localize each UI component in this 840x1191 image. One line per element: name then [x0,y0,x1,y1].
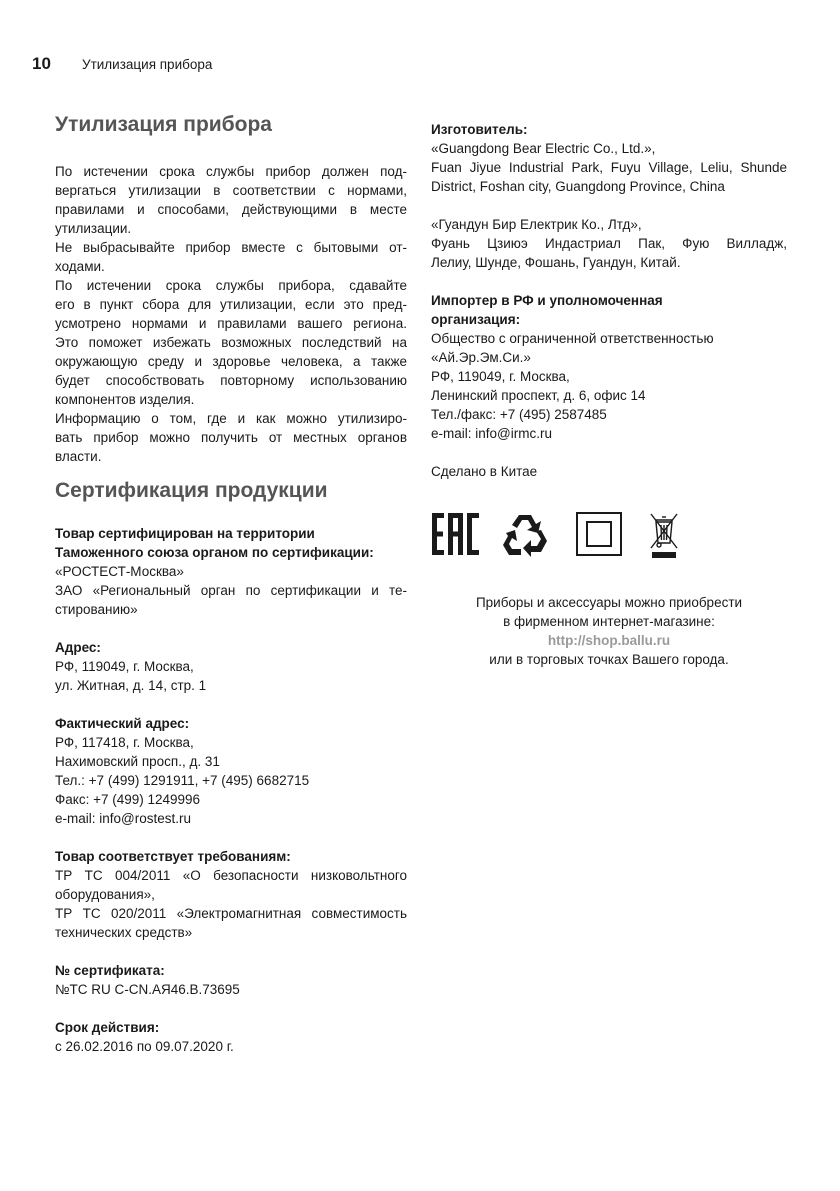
text-line: Тел./факс: +7 (495) 2587485 [431,407,607,422]
actual-address-heading: Фактический адрес: [55,716,190,731]
text-line: РФ, 119049, г. Москва, [55,659,194,674]
validity-block [55,1018,407,1056]
text-line: Информацию о том, где и как можно утилизиро- [55,411,407,426]
text-line: будет способствовать повторному использованию [55,373,407,388]
shop-info [431,593,787,669]
weee-crossed-bin-icon [647,511,681,561]
requirements-heading: Товар соответствует требованиям: [55,849,291,864]
running-header-title: Утилизация прибора [82,57,213,72]
text-line: оборудования», [55,887,155,902]
text-line: ТР ТС 020/2011 «Электромагнитная совместимость [55,906,407,921]
text-line: утилизации. [55,221,132,236]
text-line: вергаться утилизации в соответствии с нормами, [55,183,407,198]
text-line: власти. [55,449,102,464]
page-header [32,54,212,74]
text-line: Лелиу, Шунде, Фошань, Гуандун, Китай. [431,255,681,270]
certified-heading: Товар сертифицирован на территории [55,526,315,541]
shop-url-link[interactable]: http://shop.ballu.ru [547,633,671,648]
text-line: ЗАО «Региональный орган по сертификации и те- [55,583,407,598]
text-line: РФ, 119049, г. Москва, [431,369,570,384]
right-column [431,120,787,669]
text-line: его в пункт сбора для утилизации, если это пред- [55,297,407,312]
text-line: Нахимовский просп., д. 31 [55,754,220,769]
shop-text-line: Приборы и аксессуары можно приобрести [475,595,743,610]
left-column [55,112,407,1056]
text-line: РФ, 117418, г. Москва, [55,735,194,750]
text-line: Ленинский проспект, д. 6, офис 14 [431,388,646,403]
made-in-china: Сделано в Китае [431,464,538,479]
text-line: Не выбрасывайте прибор вместе с бытовыми от- [55,240,407,255]
shop-text-line: или в торговых точках Вашего города. [489,652,729,667]
certification-title: Сертификация продукции [55,479,328,502]
actual-address-block [55,714,407,828]
cert-number-heading: № сертификата: [55,963,165,978]
eac-mark-icon [431,511,481,557]
text-line: Fuan Jiyue Industrial Park, Fuyu Village, Leliu, Shunde [431,160,787,175]
disposal-text [55,162,407,466]
shop-text-line: в фирменном интернет-магазине: [503,614,715,629]
address-block [55,638,407,695]
text-line: правилами и способами, действующими в месте [55,202,407,217]
certified-heading: Таможенного союза органом по сертификации: [55,545,374,560]
cert-number-block [55,961,407,999]
text-line: District, Foshan city, Guangdong Province, China [431,179,725,194]
text-line: «РОСТЕСТ-Москва» [55,564,184,579]
cert-number: №ТС RU С-CN.АЯ46.В.73695 [55,982,240,997]
manufacturer-heading: Изготовитель: [431,122,528,137]
text-line: стированию» [55,602,138,617]
address-heading: Адрес: [55,640,101,655]
certified-block [55,524,407,619]
text-line: ТР ТС 004/2011 «О безопасности низковольтного [55,868,407,883]
text-line: «Guangdong Bear Electric Co., Ltd.», [431,141,656,156]
text-line: «Ай.Эр.Эм.Си.» [431,350,531,365]
importer-block [431,291,787,443]
recycle-icon [501,511,551,557]
text-line: ходами. [55,259,105,274]
disposal-title: Утилизация прибора [55,113,272,136]
text-line: Фуань Цзиюэ Индастриал Пак, Фую Вилладж, [431,236,787,251]
page-number: 10 [32,54,51,73]
text-line: вать прибор можно получить от местных органов [55,430,407,445]
text-line: e-mail: info@irmc.ru [431,426,552,441]
text-line: окружающую среду и здоровье человека, а также [55,354,407,369]
text-line: технических средств» [55,925,193,940]
text-line: По истечении срока службы прибор должен под- [55,164,407,179]
text-line: Факс: +7 (499) 1249996 [55,792,201,807]
certification-marks [431,511,787,559]
manufacturer-block [431,120,787,272]
text-line: По истечении срока службы прибора, сдавайте [55,278,407,293]
text-line: Общество с ограниченной ответственностью [431,331,714,346]
requirements-block [55,847,407,942]
text-line: «Гуандун Бир Електрик Ко., Лтд», [431,217,642,232]
importer-heading: Импортер в РФ и уполномоченная [431,293,663,308]
validity-dates: с 26.02.2016 по 09.07.2020 г. [55,1039,234,1054]
text-line: Тел.: +7 (499) 1291911, +7 (495) 6682715 [55,773,310,788]
validity-heading: Срок действия: [55,1020,160,1035]
importer-heading: организация: [431,312,521,327]
text-line: усмотрено нормами и правилами вашего региона. [55,316,407,331]
text-line: Это поможет избежать возможных последствий на [55,335,407,350]
text-line: ул. Житная, д. 14, стр. 1 [55,678,207,693]
text-line: компонентов изделия. [55,392,195,407]
double-insulation-icon [575,511,623,557]
text-line: e-mail: info@rostest.ru [55,811,191,826]
